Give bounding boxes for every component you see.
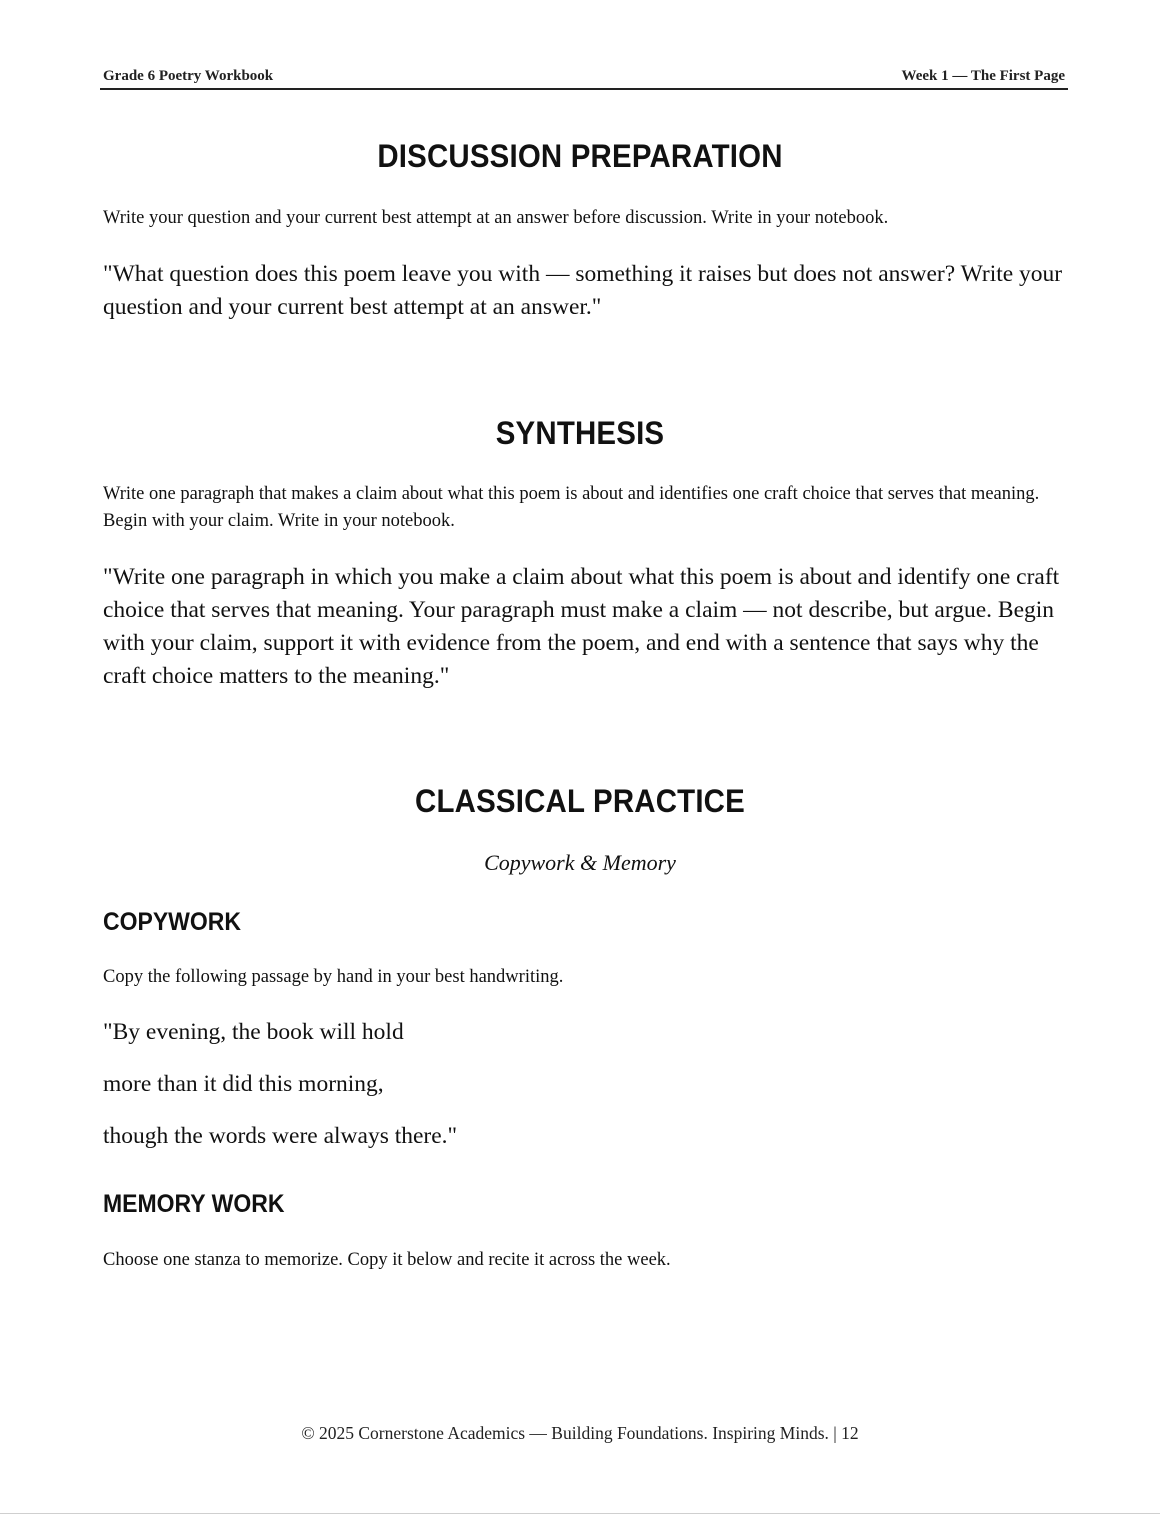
synthesis-heading: SYNTHESIS (495, 415, 665, 451)
week-title: Week 1 — The First Page (901, 68, 1065, 84)
copywork-instruction: Copy the following passage by hand in your best handwriting. (103, 967, 564, 987)
copywork-line: more than it did this morning, (103, 1071, 384, 1097)
memory-work-heading: MEMORY WORK (103, 1190, 285, 1218)
discussion-heading: DISCUSSION PREPARATION (377, 138, 783, 174)
page-bottom-divider (0, 1513, 1160, 1514)
page-footer: © 2025 Cornerstone Academics — Building Foundations. Inspiring Minds. | 12 (301, 1423, 859, 1443)
running-header (100, 68, 1068, 90)
synthesis-prompt: "Write one paragraph in which you make a claim about what this poem is about and identify one craft choice that serves that meaning. Your paragraph must make a claim — not describe, but argue. Begin with your claim, support it with evidence from the poem, and end with a sentence that says why the craft choice matters to the meaning." (103, 564, 1060, 689)
classical-practice-heading: CLASSICAL PRACTICE (415, 783, 745, 819)
classical-practice-subtitle: Copywork & Memory (484, 850, 676, 875)
copywork-line: though the words were always there." (103, 1123, 458, 1149)
memory-work-instruction: Choose one stanza to memorize. Copy it below and recite it across the week. (103, 1250, 671, 1270)
discussion-prompt: "What question does this poem leave you with — something it raises but does not answer? Write your question and your current best attempt at an answer." (103, 261, 1063, 320)
copywork-heading: COPYWORK (103, 908, 241, 936)
synthesis-instruction: Write one paragraph that makes a claim about what this poem is about and identifies one craft choice that serves that meaning. Begin with your claim. Write in your notebook. (103, 484, 1040, 531)
workbook-title: Grade 6 Poetry Workbook (103, 68, 274, 84)
copywork-line: "By evening, the book will hold (103, 1019, 404, 1045)
discussion-instruction: Write your question and your current best attempt at an answer before discussion. Write in your notebook. (103, 208, 889, 228)
